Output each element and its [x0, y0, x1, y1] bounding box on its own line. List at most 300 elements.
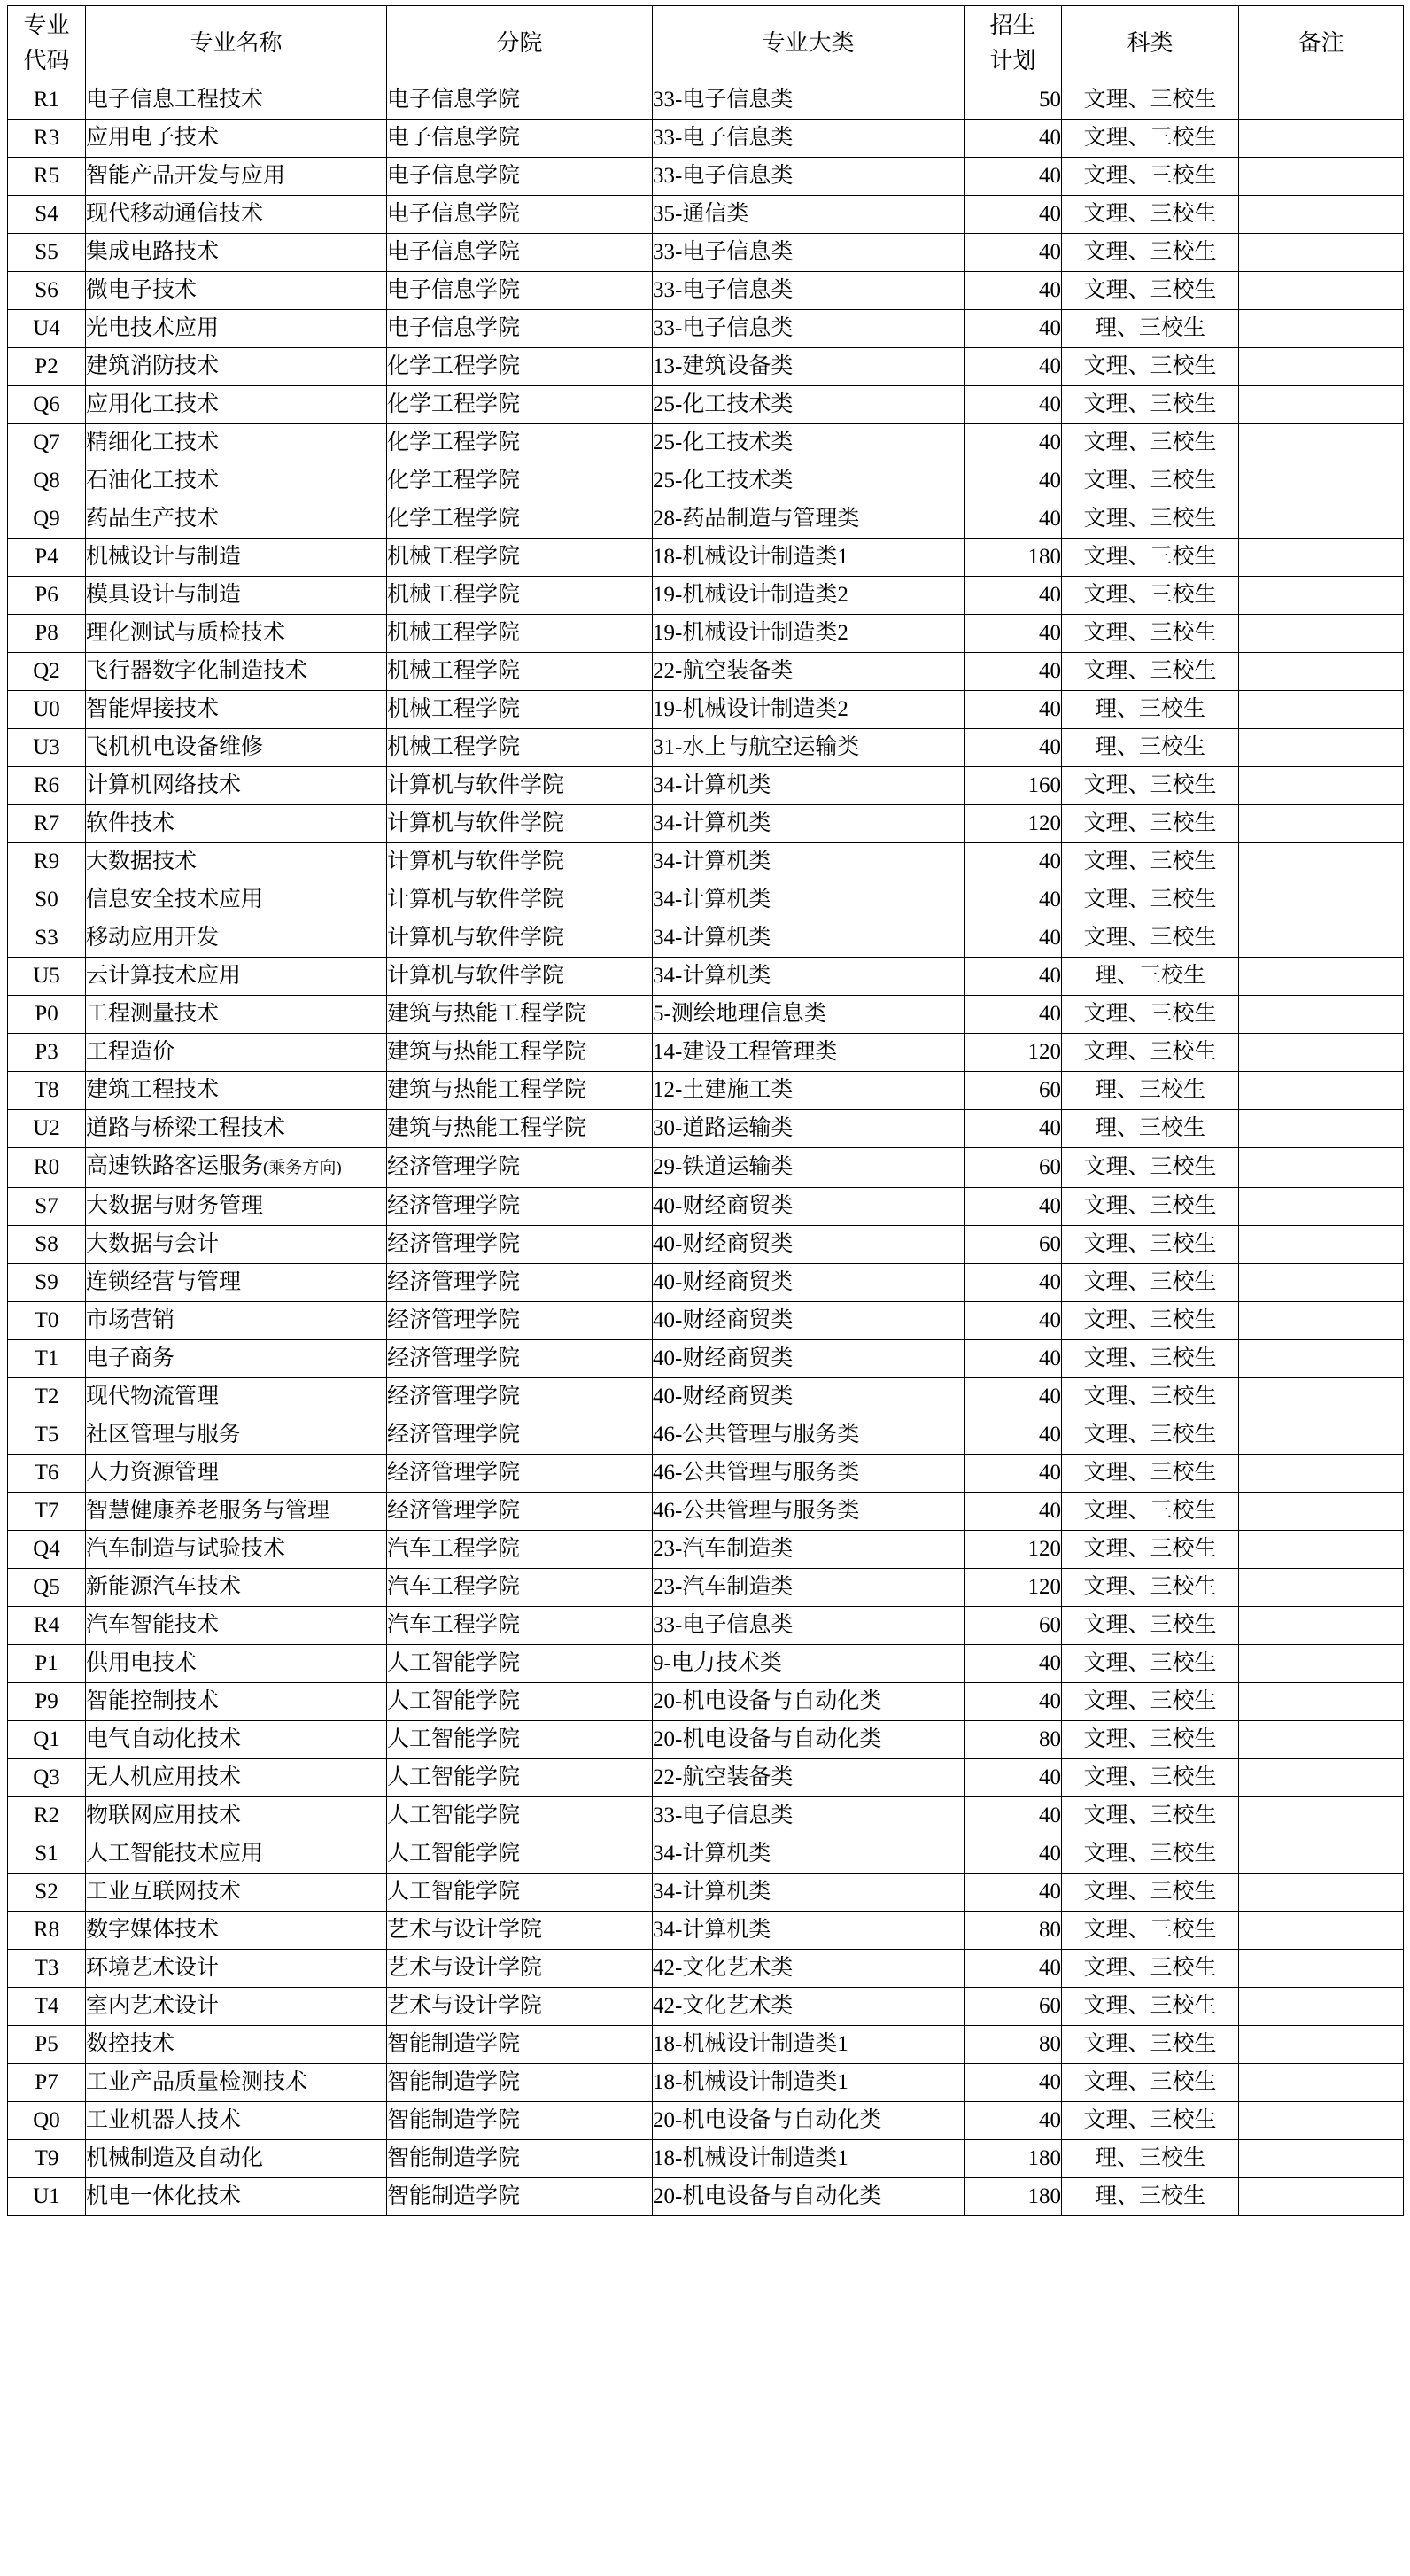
table-row — [8, 196, 1404, 234]
cell-branch: 电子信息学院 — [387, 234, 653, 272]
table-row — [8, 462, 1404, 500]
cell-major-name: 大数据与会计 — [86, 1226, 387, 1264]
cell-enrollment-plan: 180 — [965, 539, 1062, 577]
cell-subject: 文理、三校生 — [1062, 577, 1239, 615]
cell-note — [1239, 1493, 1404, 1531]
cell-major-name: 大数据技术 — [86, 843, 387, 881]
cell-major-name: 道路与桥梁工程技术 — [86, 1110, 387, 1148]
cell-subject: 文理、三校生 — [1062, 81, 1239, 120]
table-row — [8, 1034, 1404, 1072]
cell-major-code: T1 — [8, 1340, 86, 1378]
cell-branch: 机械工程学院 — [387, 539, 653, 577]
cell-subject: 文理、三校生 — [1062, 1759, 1239, 1797]
cell-category: 25-化工技术类 — [653, 424, 965, 462]
cell-subject: 文理、三校生 — [1062, 1188, 1239, 1226]
cell-note — [1239, 1607, 1404, 1645]
cell-major-code: U5 — [8, 958, 86, 996]
table-row — [8, 2064, 1404, 2102]
cell-major-code: Q1 — [8, 1721, 86, 1759]
cell-branch: 建筑与热能工程学院 — [387, 996, 653, 1034]
cell-branch: 经济管理学院 — [387, 1378, 653, 1416]
cell-category: 19-机械设计制造类2 — [653, 615, 965, 653]
table-row — [8, 958, 1404, 996]
table-row — [8, 539, 1404, 577]
cell-note — [1239, 2140, 1404, 2178]
cell-major-code: R3 — [8, 120, 86, 158]
cell-subject: 文理、三校生 — [1062, 805, 1239, 843]
table-row — [8, 2178, 1404, 2216]
cell-category: 33-电子信息类 — [653, 1797, 965, 1835]
column-header-major-code — [8, 6, 86, 81]
cell-enrollment-plan: 40 — [965, 1950, 1062, 1988]
cell-category: 14-建设工程管理类 — [653, 1034, 965, 1072]
cell-major-name: 无人机应用技术 — [86, 1759, 387, 1797]
cell-subject: 文理、三校生 — [1062, 1455, 1239, 1493]
cell-major-code: Q9 — [8, 500, 86, 539]
cell-branch: 化学工程学院 — [387, 500, 653, 539]
cell-branch: 化学工程学院 — [387, 386, 653, 424]
table-row — [8, 996, 1404, 1034]
cell-major-name: 建筑工程技术 — [86, 1072, 387, 1110]
cell-enrollment-plan: 40 — [965, 729, 1062, 767]
cell-note — [1239, 2178, 1404, 2216]
cell-subject: 文理、三校生 — [1062, 348, 1239, 386]
cell-note — [1239, 1645, 1404, 1683]
cell-major-name: 建筑消防技术 — [86, 348, 387, 386]
cell-major-code: U4 — [8, 310, 86, 348]
cell-major-name: 移动应用开发 — [86, 919, 387, 958]
cell-enrollment-plan: 40 — [965, 310, 1062, 348]
cell-enrollment-plan: 40 — [965, 958, 1062, 996]
table-row — [8, 1683, 1404, 1721]
cell-branch: 化学工程学院 — [387, 348, 653, 386]
cell-note — [1239, 539, 1404, 577]
cell-category: 33-电子信息类 — [653, 1607, 965, 1645]
cell-branch: 人工智能学院 — [387, 1759, 653, 1797]
cell-major-name: 精细化工技术 — [86, 424, 387, 462]
table-header — [8, 6, 1404, 81]
table-row — [8, 1264, 1404, 1302]
cell-category: 34-计算机类 — [653, 881, 965, 919]
cell-note — [1239, 729, 1404, 767]
cell-subject: 文理、三校生 — [1062, 919, 1239, 958]
cell-subject: 文理、三校生 — [1062, 767, 1239, 805]
column-header-note: 备注 — [1239, 6, 1404, 81]
column-header-subject: 科类 — [1062, 6, 1239, 81]
table-row — [8, 881, 1404, 919]
cell-category: 18-机械设计制造类1 — [653, 539, 965, 577]
cell-major-name: 计算机网络技术 — [86, 767, 387, 805]
cell-major-code: Q4 — [8, 1531, 86, 1569]
table-row — [8, 1455, 1404, 1493]
cell-enrollment-plan: 60 — [965, 1226, 1062, 1264]
cell-subject: 文理、三校生 — [1062, 2026, 1239, 2064]
cell-major-name: 理化测试与质检技术 — [86, 615, 387, 653]
cell-major-name: 飞机机电设备维修 — [86, 729, 387, 767]
cell-subject: 文理、三校生 — [1062, 1340, 1239, 1378]
cell-major-code: S7 — [8, 1188, 86, 1226]
cell-note — [1239, 615, 1404, 653]
cell-enrollment-plan: 80 — [965, 2026, 1062, 2064]
cell-subject: 理、三校生 — [1062, 1110, 1239, 1148]
cell-category: 33-电子信息类 — [653, 234, 965, 272]
cell-major-name: 工程造价 — [86, 1034, 387, 1072]
cell-subject: 文理、三校生 — [1062, 1226, 1239, 1264]
cell-subject: 文理、三校生 — [1062, 1569, 1239, 1607]
cell-major-code: T0 — [8, 1302, 86, 1340]
cell-enrollment-plan: 160 — [965, 767, 1062, 805]
cell-subject: 文理、三校生 — [1062, 120, 1239, 158]
cell-major-name: 工业产品质量检测技术 — [86, 2064, 387, 2102]
cell-category: 5-测绘地理信息类 — [653, 996, 965, 1034]
cell-category: 34-计算机类 — [653, 805, 965, 843]
cell-major-code: T9 — [8, 2140, 86, 2178]
cell-subject: 文理、三校生 — [1062, 158, 1239, 196]
cell-note — [1239, 2064, 1404, 2102]
cell-branch: 电子信息学院 — [387, 120, 653, 158]
cell-branch: 化学工程学院 — [387, 424, 653, 462]
cell-note — [1239, 1340, 1404, 1378]
table-row — [8, 1072, 1404, 1110]
cell-major-code: U3 — [8, 729, 86, 767]
cell-branch: 计算机与软件学院 — [387, 767, 653, 805]
cell-category: 19-机械设计制造类2 — [653, 577, 965, 615]
cell-enrollment-plan: 40 — [965, 1683, 1062, 1721]
cell-branch: 经济管理学院 — [387, 1302, 653, 1340]
cell-category: 23-汽车制造类 — [653, 1569, 965, 1607]
cell-major-name: 智慧健康养老服务与管理 — [86, 1493, 387, 1531]
cell-major-code: S8 — [8, 1226, 86, 1264]
cell-note — [1239, 1455, 1404, 1493]
cell-subject: 文理、三校生 — [1062, 1034, 1239, 1072]
cell-branch: 机械工程学院 — [387, 577, 653, 615]
cell-note — [1239, 1264, 1404, 1302]
cell-major-name: 智能控制技术 — [86, 1683, 387, 1721]
cell-category: 20-机电设备与自动化类 — [653, 2178, 965, 2216]
cell-subject: 文理、三校生 — [1062, 996, 1239, 1034]
cell-category: 19-机械设计制造类2 — [653, 691, 965, 729]
cell-subject: 文理、三校生 — [1062, 1302, 1239, 1340]
cell-major-code: R2 — [8, 1797, 86, 1835]
cell-category: 33-电子信息类 — [653, 120, 965, 158]
cell-category: 33-电子信息类 — [653, 310, 965, 348]
cell-branch: 人工智能学院 — [387, 1683, 653, 1721]
cell-enrollment-plan: 40 — [965, 234, 1062, 272]
cell-major-name: 室内艺术设计 — [86, 1988, 387, 2026]
cell-major-code: T4 — [8, 1988, 86, 2026]
cell-branch: 电子信息学院 — [387, 272, 653, 310]
table-row — [8, 120, 1404, 158]
table-row — [8, 1302, 1404, 1340]
cell-major-code: T5 — [8, 1416, 86, 1455]
table-row — [8, 1493, 1404, 1531]
table-row — [8, 729, 1404, 767]
table-row — [8, 1226, 1404, 1264]
cell-major-name: 应用电子技术 — [86, 120, 387, 158]
cell-major-code: R5 — [8, 158, 86, 196]
cell-major-code: R4 — [8, 1607, 86, 1645]
cell-subject: 文理、三校生 — [1062, 500, 1239, 539]
cell-enrollment-plan: 40 — [965, 196, 1062, 234]
cell-enrollment-plan: 40 — [965, 1378, 1062, 1416]
cell-enrollment-plan: 80 — [965, 1721, 1062, 1759]
table-row — [8, 272, 1404, 310]
cell-enrollment-plan: 60 — [965, 1607, 1062, 1645]
cell-note — [1239, 1835, 1404, 1874]
cell-category: 22-航空装备类 — [653, 653, 965, 691]
cell-major-name: 市场营销 — [86, 1302, 387, 1340]
cell-branch: 机械工程学院 — [387, 653, 653, 691]
cell-category: 34-计算机类 — [653, 843, 965, 881]
cell-major-name: 现代移动通信技术 — [86, 196, 387, 234]
cell-note — [1239, 1874, 1404, 1912]
cell-category: 22-航空装备类 — [653, 1759, 965, 1797]
column-header-enrollment-plan — [965, 6, 1062, 81]
table-row — [8, 81, 1404, 120]
cell-major-code: P7 — [8, 2064, 86, 2102]
cell-category: 29-铁道运输类 — [653, 1148, 965, 1188]
cell-note — [1239, 653, 1404, 691]
cell-major-name: 集成电路技术 — [86, 234, 387, 272]
cell-major-code: P5 — [8, 2026, 86, 2064]
cell-subject: 文理、三校生 — [1062, 1721, 1239, 1759]
cell-branch: 建筑与热能工程学院 — [387, 1072, 653, 1110]
cell-note — [1239, 310, 1404, 348]
cell-major-name: 人工智能技术应用 — [86, 1835, 387, 1874]
table-row — [8, 424, 1404, 462]
cell-enrollment-plan: 40 — [965, 1874, 1062, 1912]
cell-branch: 经济管理学院 — [387, 1264, 653, 1302]
cell-branch: 电子信息学院 — [387, 81, 653, 120]
cell-category: 46-公共管理与服务类 — [653, 1493, 965, 1531]
cell-major-name: 机电一体化技术 — [86, 2178, 387, 2216]
table-row — [8, 234, 1404, 272]
cell-major-code: T2 — [8, 1378, 86, 1416]
cell-category: 33-电子信息类 — [653, 81, 965, 120]
table-row — [8, 1721, 1404, 1759]
cell-major-name: 现代物流管理 — [86, 1378, 387, 1416]
cell-major-name: 连锁经营与管理 — [86, 1264, 387, 1302]
cell-branch: 艺术与设计学院 — [387, 1988, 653, 2026]
cell-enrollment-plan: 40 — [965, 996, 1062, 1034]
cell-note — [1239, 1110, 1404, 1148]
cell-branch: 机械工程学院 — [387, 729, 653, 767]
cell-enrollment-plan: 40 — [965, 653, 1062, 691]
cell-major-name: 石油化工技术 — [86, 462, 387, 500]
table-row — [8, 1378, 1404, 1416]
cell-major-name: 供用电技术 — [86, 1645, 387, 1683]
cell-enrollment-plan: 40 — [965, 577, 1062, 615]
cell-enrollment-plan: 40 — [965, 1188, 1062, 1226]
cell-enrollment-plan: 120 — [965, 1531, 1062, 1569]
cell-subject: 文理、三校生 — [1062, 1797, 1239, 1835]
cell-subject: 文理、三校生 — [1062, 424, 1239, 462]
cell-enrollment-plan: 120 — [965, 805, 1062, 843]
cell-subject: 文理、三校生 — [1062, 386, 1239, 424]
cell-major-code: S4 — [8, 196, 86, 234]
cell-enrollment-plan: 40 — [965, 158, 1062, 196]
cell-branch: 经济管理学院 — [387, 1148, 653, 1188]
table-row — [8, 919, 1404, 958]
cell-category: 18-机械设计制造类1 — [653, 2064, 965, 2102]
cell-enrollment-plan: 40 — [965, 843, 1062, 881]
cell-category: 9-电力技术类 — [653, 1645, 965, 1683]
table-row — [8, 1188, 1404, 1226]
cell-note — [1239, 1721, 1404, 1759]
table-row — [8, 310, 1404, 348]
majors-enrollment-table — [7, 5, 1404, 2216]
table-row — [8, 767, 1404, 805]
cell-subject: 文理、三校生 — [1062, 539, 1239, 577]
cell-major-code: S1 — [8, 1835, 86, 1874]
cell-category: 31-水上与航空运输类 — [653, 729, 965, 767]
table-row — [8, 348, 1404, 386]
cell-major-code: S6 — [8, 272, 86, 310]
table-row — [8, 1950, 1404, 1988]
cell-branch: 电子信息学院 — [387, 158, 653, 196]
cell-branch: 经济管理学院 — [387, 1455, 653, 1493]
cell-major-code: P9 — [8, 1683, 86, 1721]
cell-category: 46-公共管理与服务类 — [653, 1416, 965, 1455]
cell-enrollment-plan: 40 — [965, 1416, 1062, 1455]
table-row — [8, 2140, 1404, 2178]
cell-major-code: S2 — [8, 1874, 86, 1912]
cell-enrollment-plan: 40 — [965, 615, 1062, 653]
cell-enrollment-plan: 40 — [965, 1493, 1062, 1531]
table-row — [8, 1797, 1404, 1835]
cell-note — [1239, 158, 1404, 196]
table-row — [8, 1912, 1404, 1950]
cell-major-code: Q3 — [8, 1759, 86, 1797]
cell-enrollment-plan: 40 — [965, 919, 1062, 958]
cell-major-code: R6 — [8, 767, 86, 805]
cell-subject: 文理、三校生 — [1062, 2102, 1239, 2140]
cell-major-code: Q8 — [8, 462, 86, 500]
cell-category: 33-电子信息类 — [653, 158, 965, 196]
cell-note — [1239, 1302, 1404, 1340]
column-header-enrollment-plan-line1: 招生 — [989, 12, 1036, 38]
cell-branch: 机械工程学院 — [387, 615, 653, 653]
cell-category: 20-机电设备与自动化类 — [653, 2102, 965, 2140]
cell-subject: 文理、三校生 — [1062, 615, 1239, 653]
cell-category: 34-计算机类 — [653, 767, 965, 805]
cell-category: 40-财经商贸类 — [653, 1378, 965, 1416]
cell-enrollment-plan: 40 — [965, 1835, 1062, 1874]
cell-subject: 理、三校生 — [1062, 310, 1239, 348]
cell-major-name: 机械设计与制造 — [86, 539, 387, 577]
cell-category: 25-化工技术类 — [653, 386, 965, 424]
cell-subject: 文理、三校生 — [1062, 1607, 1239, 1645]
cell-subject: 文理、三校生 — [1062, 1835, 1239, 1874]
cell-note — [1239, 234, 1404, 272]
cell-branch: 汽车工程学院 — [387, 1531, 653, 1569]
cell-branch: 经济管理学院 — [387, 1188, 653, 1226]
cell-enrollment-plan: 60 — [965, 1988, 1062, 2026]
table-row — [8, 1874, 1404, 1912]
cell-subject: 理、三校生 — [1062, 729, 1239, 767]
cell-subject: 文理、三校生 — [1062, 843, 1239, 881]
cell-subject: 文理、三校生 — [1062, 196, 1239, 234]
cell-note — [1239, 196, 1404, 234]
cell-category: 46-公共管理与服务类 — [653, 1455, 965, 1493]
table-row — [8, 1759, 1404, 1797]
table-row — [8, 1148, 1404, 1188]
table-row — [8, 1988, 1404, 2026]
cell-branch: 计算机与软件学院 — [387, 805, 653, 843]
cell-enrollment-plan: 40 — [965, 424, 1062, 462]
column-header-branch: 分院 — [387, 6, 653, 81]
table-row — [8, 1569, 1404, 1607]
cell-branch: 智能制造学院 — [387, 2026, 653, 2064]
column-header-major-code-line1: 专业 — [23, 12, 70, 38]
cell-branch: 人工智能学院 — [387, 1645, 653, 1683]
cell-branch: 智能制造学院 — [387, 2064, 653, 2102]
cell-major-code: S0 — [8, 881, 86, 919]
cell-category: 25-化工技术类 — [653, 462, 965, 500]
cell-note — [1239, 1797, 1404, 1835]
cell-enrollment-plan: 50 — [965, 81, 1062, 120]
cell-subject: 文理、三校生 — [1062, 1264, 1239, 1302]
cell-subject: 文理、三校生 — [1062, 1493, 1239, 1531]
cell-enrollment-plan: 120 — [965, 1569, 1062, 1607]
cell-major-code: P8 — [8, 615, 86, 653]
cell-category: 34-计算机类 — [653, 919, 965, 958]
cell-enrollment-plan: 180 — [965, 2178, 1062, 2216]
cell-subject: 文理、三校生 — [1062, 234, 1239, 272]
cell-enrollment-plan: 40 — [965, 881, 1062, 919]
cell-major-code: T8 — [8, 1072, 86, 1110]
cell-category: 42-文化艺术类 — [653, 1950, 965, 1988]
cell-major-name: 云计算技术应用 — [86, 958, 387, 996]
cell-subject: 理、三校生 — [1062, 958, 1239, 996]
cell-major-name-suffix: (乘务方向) — [263, 1159, 342, 1177]
cell-major-code: U0 — [8, 691, 86, 729]
table-row — [8, 1340, 1404, 1378]
table-row — [8, 1645, 1404, 1683]
cell-major-name: 光电技术应用 — [86, 310, 387, 348]
cell-note — [1239, 1531, 1404, 1569]
cell-major-name: 电气自动化技术 — [86, 1721, 387, 1759]
cell-branch: 经济管理学院 — [387, 1226, 653, 1264]
cell-note — [1239, 767, 1404, 805]
cell-major-code: R9 — [8, 843, 86, 881]
cell-subject: 文理、三校生 — [1062, 1148, 1239, 1188]
cell-note — [1239, 120, 1404, 158]
cell-enrollment-plan: 40 — [965, 348, 1062, 386]
cell-note — [1239, 919, 1404, 958]
cell-major-name: 新能源汽车技术 — [86, 1569, 387, 1607]
cell-category: 20-机电设备与自动化类 — [653, 1683, 965, 1721]
table-row — [8, 2102, 1404, 2140]
cell-note — [1239, 2026, 1404, 2064]
cell-note — [1239, 1378, 1404, 1416]
cell-subject: 文理、三校生 — [1062, 1912, 1239, 1950]
cell-major-name: 高速铁路客运服务(乘务方向) — [86, 1148, 387, 1188]
cell-category: 23-汽车制造类 — [653, 1531, 965, 1569]
cell-enrollment-plan: 40 — [965, 386, 1062, 424]
cell-major-name: 智能焊接技术 — [86, 691, 387, 729]
cell-note — [1239, 1034, 1404, 1072]
cell-major-code: S3 — [8, 919, 86, 958]
table-row — [8, 1416, 1404, 1455]
cell-branch: 汽车工程学院 — [387, 1607, 653, 1645]
cell-enrollment-plan: 40 — [965, 1264, 1062, 1302]
cell-note — [1239, 577, 1404, 615]
cell-enrollment-plan: 40 — [965, 1797, 1062, 1835]
cell-enrollment-plan: 40 — [965, 2064, 1062, 2102]
cell-note — [1239, 386, 1404, 424]
cell-category: 34-计算机类 — [653, 1874, 965, 1912]
